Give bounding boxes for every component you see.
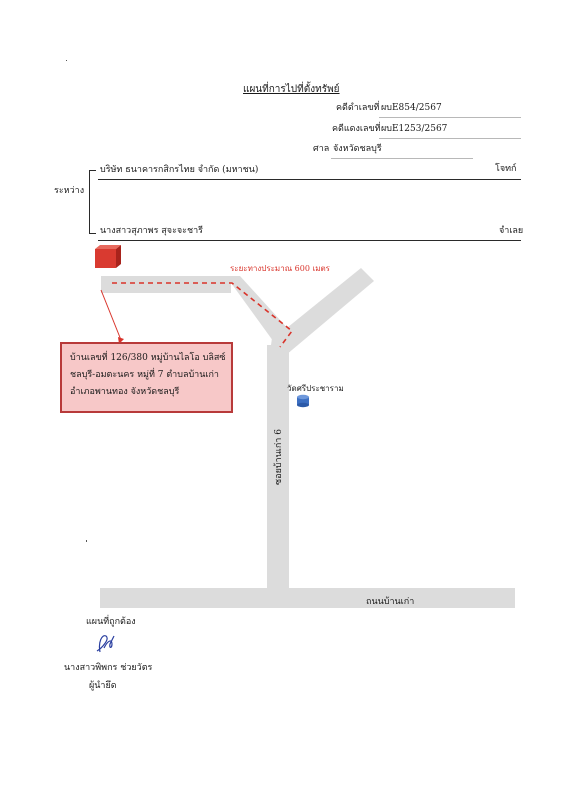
address-line-1: บ้านเลขที่ 126/380 หมู่บ้านไลโอ บลิสซ์ xyxy=(70,353,226,363)
main-road-label: ถนนบ้านเก่า xyxy=(366,597,415,607)
plaintiff-name: บริษัท ธนาคารกสิกรไทย จำกัด (มหาชน) xyxy=(100,165,259,175)
top-road xyxy=(101,276,231,293)
property-marker-side xyxy=(116,245,121,268)
scan-speck xyxy=(86,540,87,542)
defendant-name: นางสาวสุภาพร สุจะจะชารี xyxy=(100,226,204,236)
between-label: ระหว่าง xyxy=(54,186,85,196)
court-name: จังหวัดชลบุรี xyxy=(333,144,382,154)
certifier-name: นางสาวพิพกร ช่วยวัตร xyxy=(64,663,153,673)
scan-speck xyxy=(66,60,67,61)
address-line-2: ชลบุรี-อมตะนคร หมู่ที่ 7 ตำบลบ้านเก่า xyxy=(70,370,219,380)
plaintiff-role: โจทก์ xyxy=(495,164,517,174)
address-line-3: อำเภอพานทอง จังหวัดชลบุรี xyxy=(70,387,180,397)
pointer-arrow-line xyxy=(101,290,121,340)
address-box xyxy=(60,342,233,413)
road-network xyxy=(100,268,515,608)
soi-road-label: ซอยบ้านเก่า 6 xyxy=(274,429,284,485)
certification-label: แผนที่ถูกต้อง xyxy=(86,617,136,627)
black-case-number: ผบE854/2567 xyxy=(381,103,442,113)
red-case-label: คดีแดงเลขที่ xyxy=(332,124,381,134)
distance-label: ระยะทางประมาณ 600 เมตร xyxy=(230,264,330,273)
certifier-role: ผู้นำยึด xyxy=(89,681,117,691)
court-label: ศาล xyxy=(313,144,330,154)
black-case-label: คดีดำเลขที่ xyxy=(336,103,380,113)
temple-icon xyxy=(297,395,309,407)
red-case-number: ผบE1253/2567 xyxy=(381,124,448,134)
main-road xyxy=(100,588,515,608)
defendant-role: จำเลย xyxy=(499,226,524,236)
signature-icon xyxy=(88,630,128,656)
property-marker xyxy=(95,249,116,268)
page-title: แผนที่การไปที่ตั้งทรัพย์ xyxy=(243,84,340,95)
temple-label: วัดศรีประชาราม xyxy=(287,384,344,393)
